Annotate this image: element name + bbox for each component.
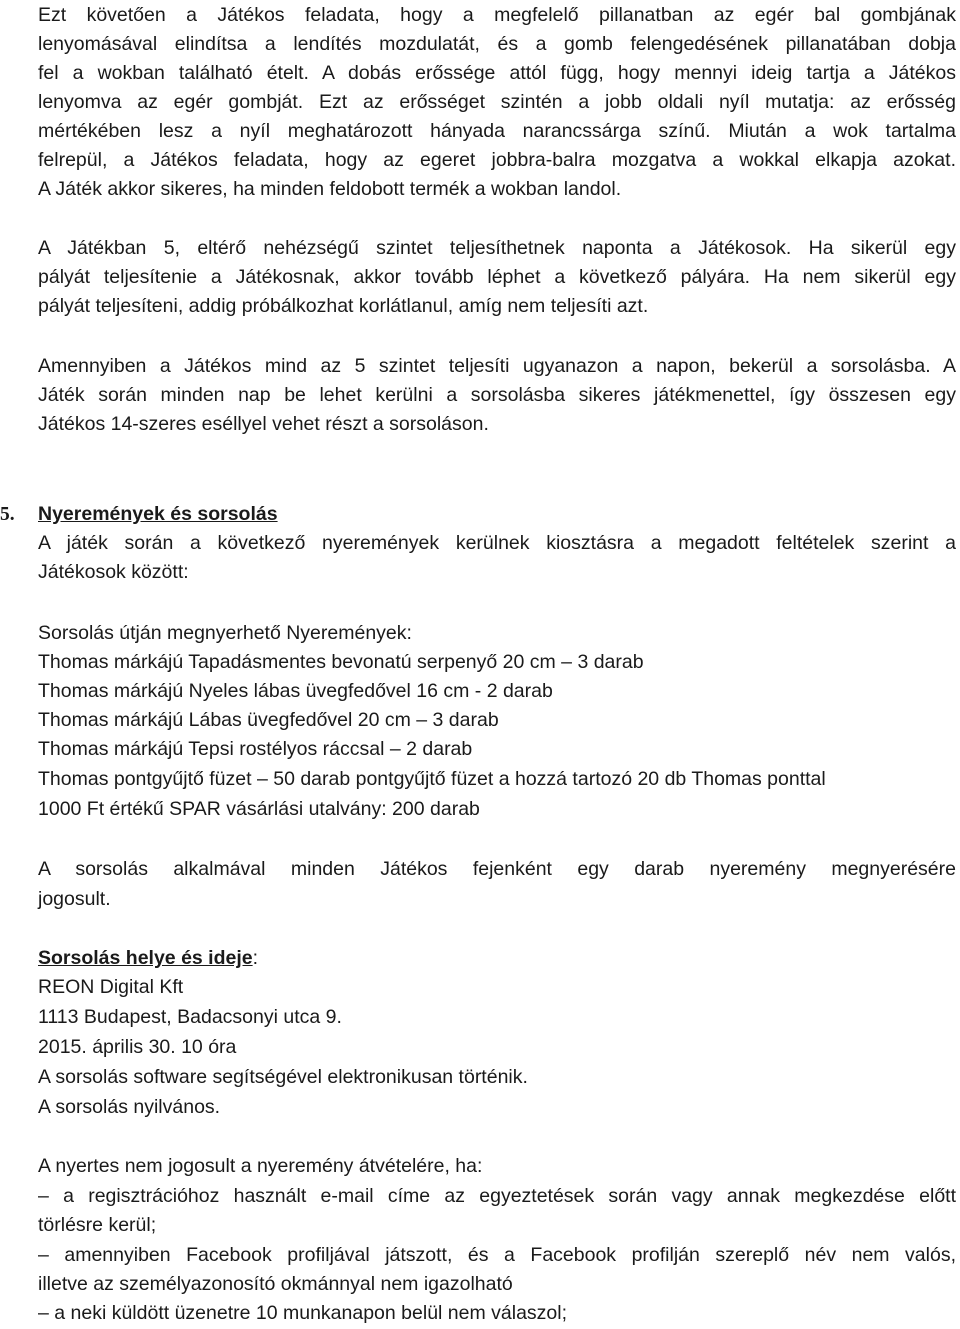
prize-item: Thomas márkájú Tapadásmentes bevonatú serpenyő 20 cm – 3 darab xyxy=(38,651,644,673)
exclusion-line: – amennyiben Facebook profiljával játszott, és a Facebook profilján szereplő név nem valós, xyxy=(38,1244,956,1266)
paragraph-2-line: pályát teljesíteni, addig próbálkozhat korlátlanul, amíg nem teljesíti azt. xyxy=(38,295,649,317)
exclusion-line: – a neki küldött üzenetre 10 munkanapon belül nem válaszol; xyxy=(38,1302,568,1324)
paragraph-2-line: pályát teljesítenie a Játékosnak, akkor tovább léphet a következő pályára. Ha nem sikerül egy xyxy=(38,266,956,288)
paragraph-1-line: lenyomásával elindítsa a lendítés mozdulatát, és a gomb felengedésének pillanatában dobja xyxy=(38,33,956,55)
eligibility-line: A sorsolás alkalmával minden Játékos fejenként egy darab nyeremény megnyerésére xyxy=(38,858,956,880)
prize-item: Thomas márkájú Nyeles lábas üvegfedővel 16 cm - 2 darab xyxy=(38,680,553,702)
paragraph-1-line: lenyomva az egér gombját. Ezt az erősséget szintén a jobb oldali nyíl mutatja: az erősség xyxy=(38,91,956,113)
prize-item: 1000 Ft értékű SPAR vásárlási utalvány: 200 darab xyxy=(38,798,480,820)
draw-heading xyxy=(38,943,956,973)
section-title: Nyeremények és sorsolás xyxy=(38,503,278,525)
draw-heading-colon: : xyxy=(252,947,259,969)
prize-item: Thomas pontgyűjtő füzet – 50 darab pontgyűjtő füzet a hozzá tartozó 20 db Thomas ponttal xyxy=(38,768,826,790)
section-intro-line: A játék során a következő nyeremények kerülnek kiosztásra a megadott feltételek szerint a xyxy=(38,532,956,554)
prize-item: Thomas márkájú Lábas üvegfedővel 20 cm – 3 darab xyxy=(38,709,499,731)
prizes-heading: Sorsolás útján megnyerhető Nyeremények: xyxy=(38,622,412,644)
paragraph-2-line: A Játékban 5, eltérő nehézségű szintet teljesíthetnek naponta a Játékosok. Ha sikerül egy xyxy=(38,237,956,259)
draw-detail: A sorsolás software segítségével elektronikusan történik. xyxy=(38,1066,528,1088)
paragraph-3-line: Játékos 14-szeres eséllyel vehet részt a sorsoláson. xyxy=(38,413,489,435)
exclusion-line: törlésre kerül; xyxy=(38,1214,157,1236)
paragraph-1-line: mértékében lesz a nyíl meghatározott hányada narancssárga színű. Miután a wok tartalma xyxy=(38,120,956,142)
draw-heading-text: Sorsolás helye és ideje xyxy=(38,947,253,969)
section-heading xyxy=(0,499,956,529)
prize-item: Thomas márkájú Tepsi rostélyos ráccsal – 2 darab xyxy=(38,738,473,760)
draw-detail: REON Digital Kft xyxy=(38,976,184,998)
exclusion-intro: A nyertes nem jogosult a nyeremény átvételére, ha: xyxy=(38,1155,483,1177)
section-intro-line: Játékosok között: xyxy=(38,561,189,583)
paragraph-3-line: Játék során minden nap be lehet kerülni a sorsolásba sikeres játékmenettel, így összesen egy xyxy=(38,384,956,406)
paragraph-1-line: felrepül, a Játékos feladata, hogy az egeret jobbra-balra mozgatva a wokkal elkapja azokat. xyxy=(38,149,956,171)
paragraph-1-line: A Játék akkor sikeres, ha minden feldobott termék a wokban landol. xyxy=(38,178,622,200)
draw-detail: 1113 Budapest, Badacsonyi utca 9. xyxy=(38,1006,342,1028)
exclusion-line: – a regisztrációhoz használt e-mail címe az egyeztetések során vagy annak megkezdése előtt xyxy=(38,1185,956,1207)
draw-detail: 2015. április 30. 10 óra xyxy=(38,1036,237,1058)
paragraph-1-line: fel a wokban található ételt. A dobás erőssége attól függ, hogy mennyi ideig tartja a Játékos xyxy=(38,62,956,84)
section-number: 5. xyxy=(0,504,15,525)
draw-detail: A sorsolás nyilvános. xyxy=(38,1096,221,1118)
exclusion-line: illetve az személyazonosító okmánnyal nem igazolható xyxy=(38,1273,513,1295)
paragraph-3-line: Amennyiben a Játékos mind az 5 szintet teljesíti ugyanazon a napon, bekerül a sorsolásba. A xyxy=(38,355,956,377)
eligibility-line: jogosult. xyxy=(38,888,111,910)
paragraph-1-line: Ezt követően a Játékos feladata, hogy a megfelelő pillanatban az egér bal gombjának xyxy=(38,4,956,26)
